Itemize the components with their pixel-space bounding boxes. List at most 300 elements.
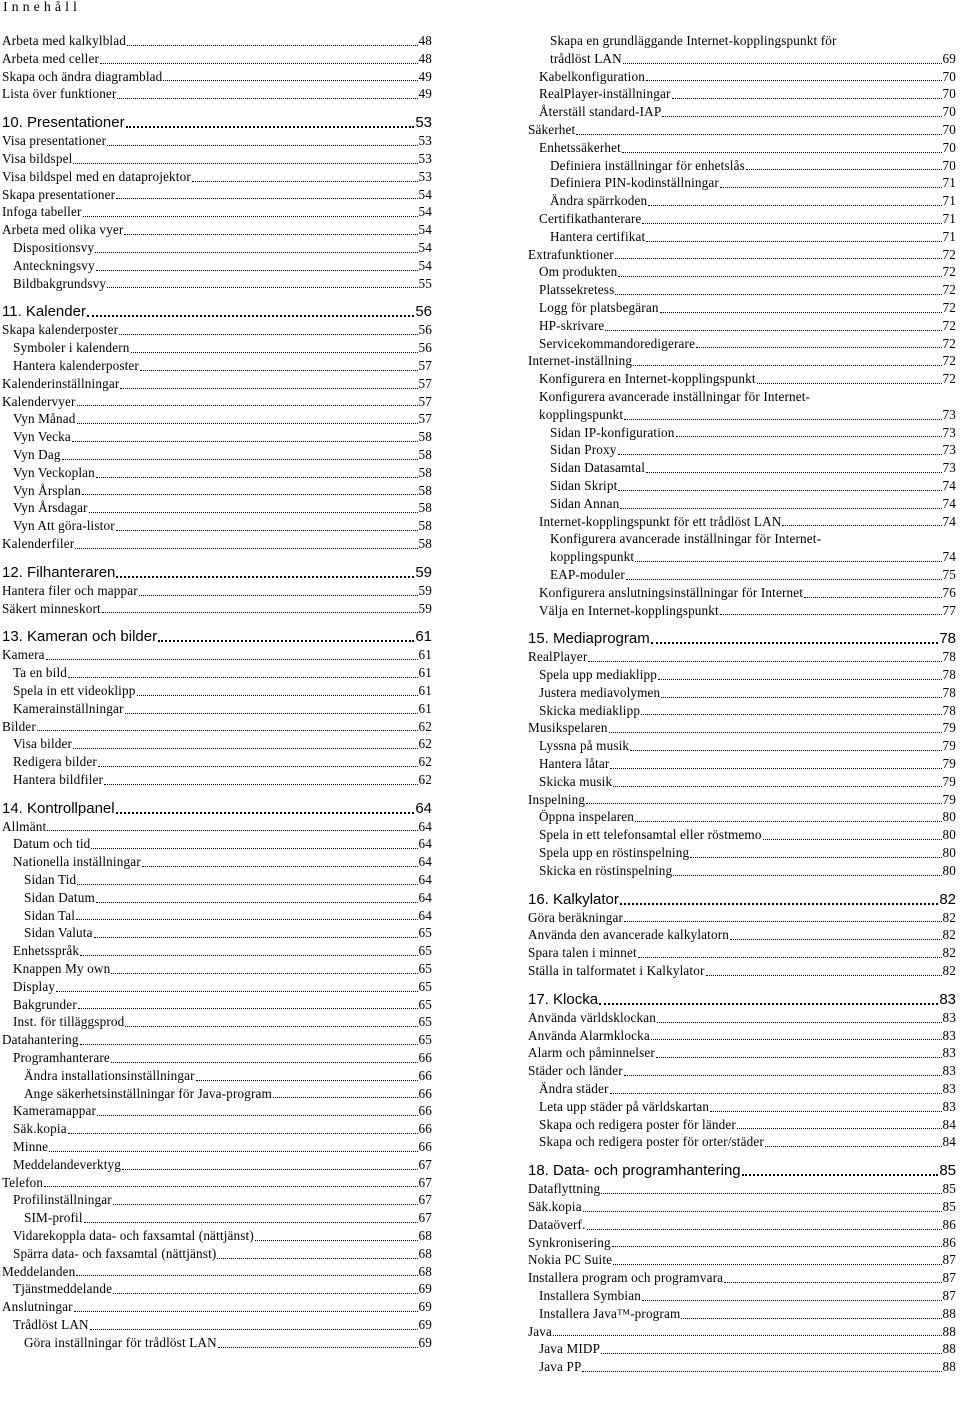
toc-entry[interactable] bbox=[528, 1340, 956, 1358]
toc-page-number: 65 bbox=[418, 996, 432, 1012]
toc-page-number: 65 bbox=[418, 1014, 432, 1030]
toc-entry[interactable] bbox=[2, 646, 432, 664]
toc-page-number: 72 bbox=[942, 264, 956, 280]
toc-entry[interactable] bbox=[528, 263, 956, 281]
toc-entry[interactable] bbox=[528, 1027, 956, 1045]
toc-entry[interactable] bbox=[528, 32, 956, 50]
toc-page-number: 70 bbox=[942, 68, 956, 84]
toc-entry[interactable] bbox=[2, 1031, 432, 1049]
toc-entry-title: Sidan Annan bbox=[550, 495, 620, 511]
toc-entry[interactable] bbox=[2, 718, 432, 736]
dot-leader bbox=[77, 423, 418, 424]
dot-leader bbox=[661, 697, 941, 698]
dot-leader bbox=[113, 1204, 418, 1205]
dot-leader bbox=[116, 812, 415, 814]
toc-entry[interactable] bbox=[528, 1098, 956, 1116]
toc-chapter-entry[interactable] bbox=[528, 630, 956, 648]
toc-entry-title: Dataflyttning bbox=[528, 1181, 601, 1197]
toc-entry-title: Bakgrunder bbox=[13, 996, 77, 1012]
toc-page-number: 58 bbox=[418, 535, 432, 551]
toc-entry[interactable] bbox=[528, 1234, 956, 1252]
toc-page-number: 72 bbox=[942, 282, 956, 298]
toc-entry[interactable] bbox=[2, 978, 432, 996]
toc-page-number: 84 bbox=[942, 1116, 956, 1132]
toc-entry-title: 10. Presentationer bbox=[2, 114, 125, 132]
toc-page-number: 79 bbox=[942, 756, 956, 772]
dot-leader bbox=[100, 63, 417, 64]
toc-entry[interactable] bbox=[2, 818, 432, 836]
toc-entry-title: Allmänt bbox=[2, 818, 47, 834]
toc-page-number: 74 bbox=[942, 495, 956, 511]
dot-leader bbox=[642, 1300, 942, 1301]
toc-entry-title: Telefon bbox=[2, 1174, 44, 1190]
toc-entry-title: Säkert minneskort bbox=[2, 600, 101, 616]
dot-leader bbox=[196, 1080, 418, 1081]
toc-entry[interactable] bbox=[528, 1198, 956, 1216]
dot-leader bbox=[49, 1151, 417, 1152]
toc-chapter-entry[interactable] bbox=[2, 800, 432, 818]
toc-page-number: 64 bbox=[418, 854, 432, 870]
toc-page-number: 67 bbox=[418, 1210, 432, 1226]
toc-entry[interactable] bbox=[528, 388, 956, 406]
toc-chapter-entry[interactable] bbox=[2, 303, 432, 321]
toc-chapter-entry[interactable] bbox=[528, 891, 956, 909]
toc-page-number: 48 bbox=[418, 33, 432, 48]
toc-chapter-entry[interactable] bbox=[2, 114, 432, 132]
dot-leader bbox=[710, 1111, 941, 1112]
toc-entry-title: Inst. för tilläggsprod bbox=[13, 1014, 125, 1030]
toc-entry[interactable] bbox=[2, 1102, 432, 1120]
dot-leader bbox=[742, 1174, 939, 1176]
toc-entry[interactable] bbox=[2, 1085, 432, 1103]
toc-entry[interactable] bbox=[528, 791, 956, 809]
toc-entry[interactable] bbox=[2, 1334, 432, 1352]
toc-entry-title: Vyn Månad bbox=[13, 411, 76, 427]
dot-leader bbox=[119, 334, 417, 335]
toc-page-number: 68 bbox=[418, 1245, 432, 1261]
toc-entry[interactable] bbox=[2, 482, 432, 500]
dot-leader bbox=[142, 866, 418, 867]
toc-entry[interactable] bbox=[2, 535, 432, 553]
toc-entry[interactable] bbox=[528, 755, 956, 773]
dot-leader bbox=[696, 347, 941, 348]
toc-page-number: 82 bbox=[942, 927, 956, 943]
toc-entry[interactable] bbox=[528, 1305, 956, 1323]
toc-entry[interactable] bbox=[528, 1269, 956, 1287]
toc-entry[interactable] bbox=[528, 909, 956, 927]
toc-entry[interactable] bbox=[2, 239, 432, 257]
toc-entry[interactable] bbox=[528, 962, 956, 980]
toc-page-number: 73 bbox=[942, 424, 956, 440]
toc-entry-title: Göra beräkningar bbox=[528, 909, 624, 925]
toc-entry-title: Anteckningsvy bbox=[13, 257, 95, 273]
dot-leader bbox=[89, 512, 418, 513]
toc-entry-title: Använda Alarmklocka bbox=[528, 1027, 650, 1043]
toc-page-number: 77 bbox=[942, 602, 956, 618]
toc-entry[interactable] bbox=[2, 1316, 432, 1334]
toc-entry[interactable] bbox=[2, 735, 432, 753]
toc-entry[interactable] bbox=[2, 68, 432, 86]
dot-leader bbox=[116, 198, 417, 199]
toc-page-number: 48 bbox=[418, 50, 432, 66]
toc-entry-title: Sidan IP-konfiguration bbox=[550, 424, 675, 440]
toc-entry-title: Lyssna på musik bbox=[539, 738, 630, 754]
toc-entry[interactable] bbox=[2, 464, 432, 482]
toc-page-number: 85 bbox=[942, 1199, 956, 1215]
toc-entry-title: Använda världsklockan bbox=[528, 1009, 657, 1025]
dot-leader bbox=[587, 1229, 942, 1230]
toc-entry[interactable] bbox=[528, 246, 956, 264]
toc-entry-title: Spela upp mediaklipp bbox=[539, 667, 658, 683]
toc-entry[interactable] bbox=[528, 174, 956, 192]
dot-leader bbox=[706, 975, 942, 976]
toc-entry-title: HP-skrivare bbox=[539, 317, 605, 333]
dot-leader bbox=[124, 234, 417, 235]
toc-entry-title: Sidan Datum bbox=[24, 889, 95, 905]
toc-entry-title: Hantera låtar bbox=[539, 756, 610, 772]
toc-page-number: 67 bbox=[418, 1156, 432, 1172]
toc-entry-title: Kabelkonfiguration bbox=[539, 68, 645, 84]
toc-entry[interactable] bbox=[2, 700, 432, 718]
toc-entry[interactable] bbox=[528, 121, 956, 139]
toc-page-number: 56 bbox=[418, 322, 432, 338]
toc-entry[interactable] bbox=[2, 1174, 432, 1192]
toc-page-number: 80 bbox=[942, 827, 956, 843]
toc-entry[interactable] bbox=[2, 168, 432, 186]
toc-entry[interactable] bbox=[2, 1191, 432, 1209]
dot-leader bbox=[730, 939, 942, 940]
dot-leader bbox=[641, 714, 941, 715]
toc-entry-title: Datum och tid bbox=[13, 836, 91, 852]
toc-page-number: 61 bbox=[418, 700, 432, 716]
toc-page-number: 83 bbox=[942, 1063, 956, 1079]
toc-entry[interactable] bbox=[2, 150, 432, 168]
toc-page-number: 55 bbox=[418, 275, 432, 291]
toc-entry-title: Display bbox=[13, 978, 56, 994]
toc-entry[interactable] bbox=[2, 499, 432, 517]
toc-entry[interactable] bbox=[2, 1013, 432, 1031]
toc-entry[interactable] bbox=[2, 924, 432, 942]
toc-entry-title: Säkerhet bbox=[528, 121, 576, 137]
toc-entry[interactable] bbox=[2, 871, 432, 889]
toc-entry-title: Säk.kopia bbox=[13, 1121, 67, 1137]
toc-entry[interactable] bbox=[2, 600, 432, 618]
toc-page-number: 87 bbox=[942, 1252, 956, 1268]
toc-entry[interactable] bbox=[2, 1245, 432, 1263]
dot-leader bbox=[116, 530, 418, 531]
toc-entry-title: 15. Mediaprogram bbox=[528, 630, 650, 648]
toc-entry[interactable] bbox=[528, 424, 956, 442]
toc-page-number: 79 bbox=[942, 773, 956, 789]
toc-entry-title: EAP-moduler bbox=[550, 566, 625, 582]
toc-page-number: 74 bbox=[942, 549, 956, 565]
dot-leader bbox=[618, 490, 941, 491]
toc-page-number: 62 bbox=[418, 771, 432, 787]
toc-entry[interactable] bbox=[528, 944, 956, 962]
toc-page-number: 71 bbox=[942, 193, 956, 209]
toc-page-number: 65 bbox=[418, 961, 432, 977]
dot-leader bbox=[782, 525, 941, 526]
toc-entry[interactable] bbox=[528, 844, 956, 862]
toc-entry[interactable] bbox=[2, 446, 432, 464]
toc-entry[interactable] bbox=[528, 1358, 956, 1376]
toc-entry[interactable] bbox=[2, 753, 432, 771]
toc-entry[interactable] bbox=[528, 566, 956, 584]
toc-entry[interactable] bbox=[528, 317, 956, 335]
toc-entry-title: Säk.kopia bbox=[528, 1199, 582, 1215]
dot-leader bbox=[635, 561, 941, 562]
toc-page-number: 86 bbox=[942, 1234, 956, 1250]
toc-entry[interactable] bbox=[2, 339, 432, 357]
toc-entry[interactable] bbox=[2, 221, 432, 239]
toc-entry-title: Internet-inställning bbox=[528, 353, 633, 369]
toc-entry[interactable] bbox=[2, 1280, 432, 1298]
dot-leader bbox=[273, 1097, 418, 1098]
dot-leader bbox=[620, 508, 941, 509]
toc-entry[interactable] bbox=[2, 428, 432, 446]
toc-entry[interactable] bbox=[2, 32, 432, 50]
toc-entry-title: Datahantering bbox=[2, 1032, 79, 1048]
toc-page-number: 72 bbox=[942, 353, 956, 369]
dot-leader bbox=[624, 921, 941, 922]
toc-entry[interactable] bbox=[528, 530, 956, 548]
toc-entry[interactable] bbox=[528, 773, 956, 791]
toc-entry[interactable] bbox=[2, 682, 432, 700]
toc-page-number: 83 bbox=[939, 990, 956, 1008]
dot-leader bbox=[113, 1293, 417, 1294]
toc-entry-title: Alarm och påminnelser bbox=[528, 1045, 655, 1061]
toc-entry-title: Installera Java™-program bbox=[539, 1305, 681, 1321]
toc-page-number: 66 bbox=[418, 1067, 432, 1083]
toc-entry[interactable] bbox=[2, 996, 432, 1014]
dot-leader bbox=[102, 612, 418, 613]
toc-entry[interactable] bbox=[528, 68, 956, 86]
toc-entry-title: Visa presentationer bbox=[2, 133, 107, 149]
toc-entry[interactable] bbox=[2, 50, 432, 68]
toc-page-number: 87 bbox=[942, 1270, 956, 1286]
toc-page-number: 57 bbox=[418, 393, 432, 409]
toc-page-number: 73 bbox=[942, 406, 956, 422]
toc-chapter-entry[interactable] bbox=[2, 628, 432, 646]
toc-page-number: 70 bbox=[942, 121, 956, 137]
toc-entry[interactable] bbox=[528, 1062, 956, 1080]
dot-leader bbox=[117, 98, 417, 99]
dot-leader bbox=[660, 312, 942, 313]
toc-entry[interactable] bbox=[528, 477, 956, 495]
toc-entry[interactable] bbox=[528, 702, 956, 720]
toc-page-number: 82 bbox=[942, 909, 956, 925]
dot-leader bbox=[623, 63, 942, 64]
toc-page-number: 88 bbox=[942, 1305, 956, 1321]
toc-page-number: 69 bbox=[418, 1317, 432, 1332]
dot-leader bbox=[116, 576, 414, 578]
toc-entry-title: Konfigurera avancerade inställningar för Internet- bbox=[550, 531, 822, 547]
toc-entry[interactable] bbox=[2, 1209, 432, 1227]
toc-entry[interactable] bbox=[528, 1009, 956, 1027]
dot-leader bbox=[615, 258, 942, 259]
toc-entry[interactable] bbox=[2, 1156, 432, 1174]
toc-entry[interactable] bbox=[2, 1067, 432, 1085]
toc-entry[interactable] bbox=[528, 441, 956, 459]
toc-entry-title: Skapa presentationer bbox=[2, 186, 116, 202]
toc-entry[interactable] bbox=[528, 548, 956, 566]
toc-page-number: 62 bbox=[418, 736, 432, 752]
toc-entry[interactable] bbox=[528, 666, 956, 684]
toc-entry[interactable] bbox=[528, 299, 956, 317]
toc-entry[interactable] bbox=[528, 1287, 956, 1305]
toc-entry[interactable] bbox=[528, 1044, 956, 1062]
toc-page-number: 57 bbox=[418, 357, 432, 373]
toc-chapter-entry[interactable] bbox=[2, 564, 432, 582]
toc-entry[interactable] bbox=[528, 1116, 956, 1134]
dot-leader bbox=[96, 477, 418, 478]
toc-entry[interactable] bbox=[528, 281, 956, 299]
toc-entry[interactable] bbox=[528, 1080, 956, 1098]
toc-entry[interactable] bbox=[528, 85, 956, 103]
toc-entry[interactable] bbox=[2, 1120, 432, 1138]
toc-page-number: 54 bbox=[418, 186, 432, 202]
toc-entry[interactable] bbox=[2, 1263, 432, 1281]
dot-leader bbox=[601, 1353, 941, 1354]
toc-entry[interactable] bbox=[528, 103, 956, 121]
toc-page-number: 70 bbox=[942, 157, 956, 173]
toc-entry[interactable] bbox=[528, 335, 956, 353]
toc-entry[interactable] bbox=[528, 648, 956, 666]
toc-entry-title: Sidan Datasamtal bbox=[550, 460, 646, 476]
toc-entry[interactable] bbox=[2, 410, 432, 428]
toc-entry[interactable] bbox=[528, 50, 956, 68]
toc-entry[interactable] bbox=[528, 1323, 956, 1341]
toc-page-number: 72 bbox=[942, 299, 956, 315]
toc-page-number: 83 bbox=[942, 1081, 956, 1097]
toc-entry[interactable] bbox=[528, 495, 956, 513]
toc-page-number: 72 bbox=[942, 246, 956, 262]
dot-leader bbox=[804, 597, 941, 598]
toc-page-number: 82 bbox=[939, 890, 956, 908]
toc-page-number: 82 bbox=[942, 945, 956, 961]
toc-entry[interactable] bbox=[528, 228, 956, 246]
toc-entry[interactable] bbox=[2, 393, 432, 411]
toc-entry[interactable] bbox=[2, 889, 432, 907]
dot-leader bbox=[75, 548, 417, 549]
toc-entry[interactable] bbox=[2, 853, 432, 871]
toc-page-number: 53 bbox=[418, 168, 432, 184]
toc-page-number: 64 bbox=[415, 799, 432, 817]
toc-entry-title: Arbeta med kalkylblad bbox=[2, 33, 126, 48]
toc-entry[interactable] bbox=[528, 157, 956, 175]
toc-entry[interactable] bbox=[2, 375, 432, 393]
toc-page-number: 59 bbox=[418, 600, 432, 616]
toc-entry[interactable] bbox=[528, 1251, 956, 1269]
toc-entry[interactable] bbox=[528, 192, 956, 210]
toc-entry[interactable] bbox=[528, 584, 956, 602]
toc-entry[interactable] bbox=[2, 186, 432, 204]
toc-page-number: 80 bbox=[942, 862, 956, 878]
toc-entry[interactable] bbox=[2, 203, 432, 221]
toc-entry[interactable] bbox=[528, 1216, 956, 1234]
toc-entry-title: Sidan Tal bbox=[24, 907, 76, 923]
toc-entry[interactable] bbox=[528, 139, 956, 157]
toc-entry[interactable] bbox=[2, 1298, 432, 1316]
dot-leader bbox=[642, 223, 941, 224]
toc-page-number: 59 bbox=[418, 582, 432, 598]
toc-page-number: 83 bbox=[942, 1009, 956, 1025]
dot-leader bbox=[609, 732, 942, 733]
toc-entry[interactable] bbox=[2, 517, 432, 535]
toc-entry[interactable] bbox=[2, 132, 432, 150]
toc-entry[interactable] bbox=[2, 1227, 432, 1245]
toc-entry[interactable] bbox=[528, 1133, 956, 1151]
toc-entry[interactable] bbox=[2, 257, 432, 275]
dot-leader bbox=[646, 472, 941, 473]
toc-chapter-entry[interactable] bbox=[528, 1162, 956, 1180]
toc-entry[interactable] bbox=[528, 602, 956, 620]
dot-leader bbox=[107, 287, 417, 288]
toc-entry-title: Leta upp städer på världskartan bbox=[539, 1098, 710, 1114]
toc-chapter-entry[interactable] bbox=[528, 991, 956, 1009]
toc-entry[interactable] bbox=[2, 275, 432, 293]
dot-leader bbox=[218, 1347, 418, 1348]
dot-leader bbox=[139, 595, 418, 596]
dot-leader bbox=[626, 579, 942, 580]
toc-entry[interactable] bbox=[528, 459, 956, 477]
toc-entry[interactable] bbox=[528, 719, 956, 737]
toc-entry[interactable] bbox=[2, 664, 432, 682]
toc-entry[interactable] bbox=[2, 85, 432, 103]
toc-entry[interactable] bbox=[528, 684, 956, 702]
toc-entry[interactable] bbox=[528, 826, 956, 844]
toc-entry[interactable] bbox=[528, 1180, 956, 1198]
toc-entry[interactable] bbox=[528, 370, 956, 388]
toc-entry[interactable] bbox=[2, 357, 432, 375]
toc-entry[interactable] bbox=[2, 321, 432, 339]
dot-leader bbox=[98, 766, 418, 767]
toc-entry[interactable] bbox=[2, 1049, 432, 1067]
toc-page-number: 86 bbox=[942, 1216, 956, 1232]
toc-entry[interactable] bbox=[528, 406, 956, 424]
toc-entry[interactable] bbox=[2, 771, 432, 789]
toc-page-number: 88 bbox=[942, 1359, 956, 1375]
toc-entry[interactable] bbox=[528, 808, 956, 826]
toc-entry[interactable] bbox=[528, 862, 956, 880]
dot-leader bbox=[82, 494, 418, 495]
toc-entry[interactable] bbox=[528, 352, 956, 370]
toc-entry[interactable] bbox=[2, 942, 432, 960]
dot-leader bbox=[74, 1311, 418, 1312]
dot-leader bbox=[618, 454, 942, 455]
dot-leader bbox=[111, 973, 417, 974]
toc-page-number: 53 bbox=[415, 114, 432, 132]
toc-page-number: 61 bbox=[418, 665, 432, 681]
toc-entry[interactable] bbox=[528, 210, 956, 228]
dot-leader bbox=[96, 270, 418, 271]
toc-entry[interactable] bbox=[2, 907, 432, 925]
toc-page-number: 56 bbox=[415, 303, 432, 321]
toc-entry[interactable] bbox=[2, 960, 432, 978]
toc-entry-title: Kamerainställningar bbox=[13, 700, 124, 716]
toc-entry[interactable] bbox=[2, 835, 432, 853]
toc-entry[interactable] bbox=[2, 582, 432, 600]
toc-entry[interactable] bbox=[528, 513, 956, 531]
dot-leader bbox=[80, 1044, 418, 1045]
toc-entry[interactable] bbox=[2, 1138, 432, 1156]
toc-page-number: 69 bbox=[942, 50, 956, 66]
dot-leader bbox=[622, 152, 942, 153]
toc-entry[interactable] bbox=[528, 737, 956, 755]
toc-entry[interactable] bbox=[528, 926, 956, 944]
dot-leader bbox=[56, 991, 417, 992]
toc-entry-title: 17. Klocka bbox=[528, 990, 599, 1008]
